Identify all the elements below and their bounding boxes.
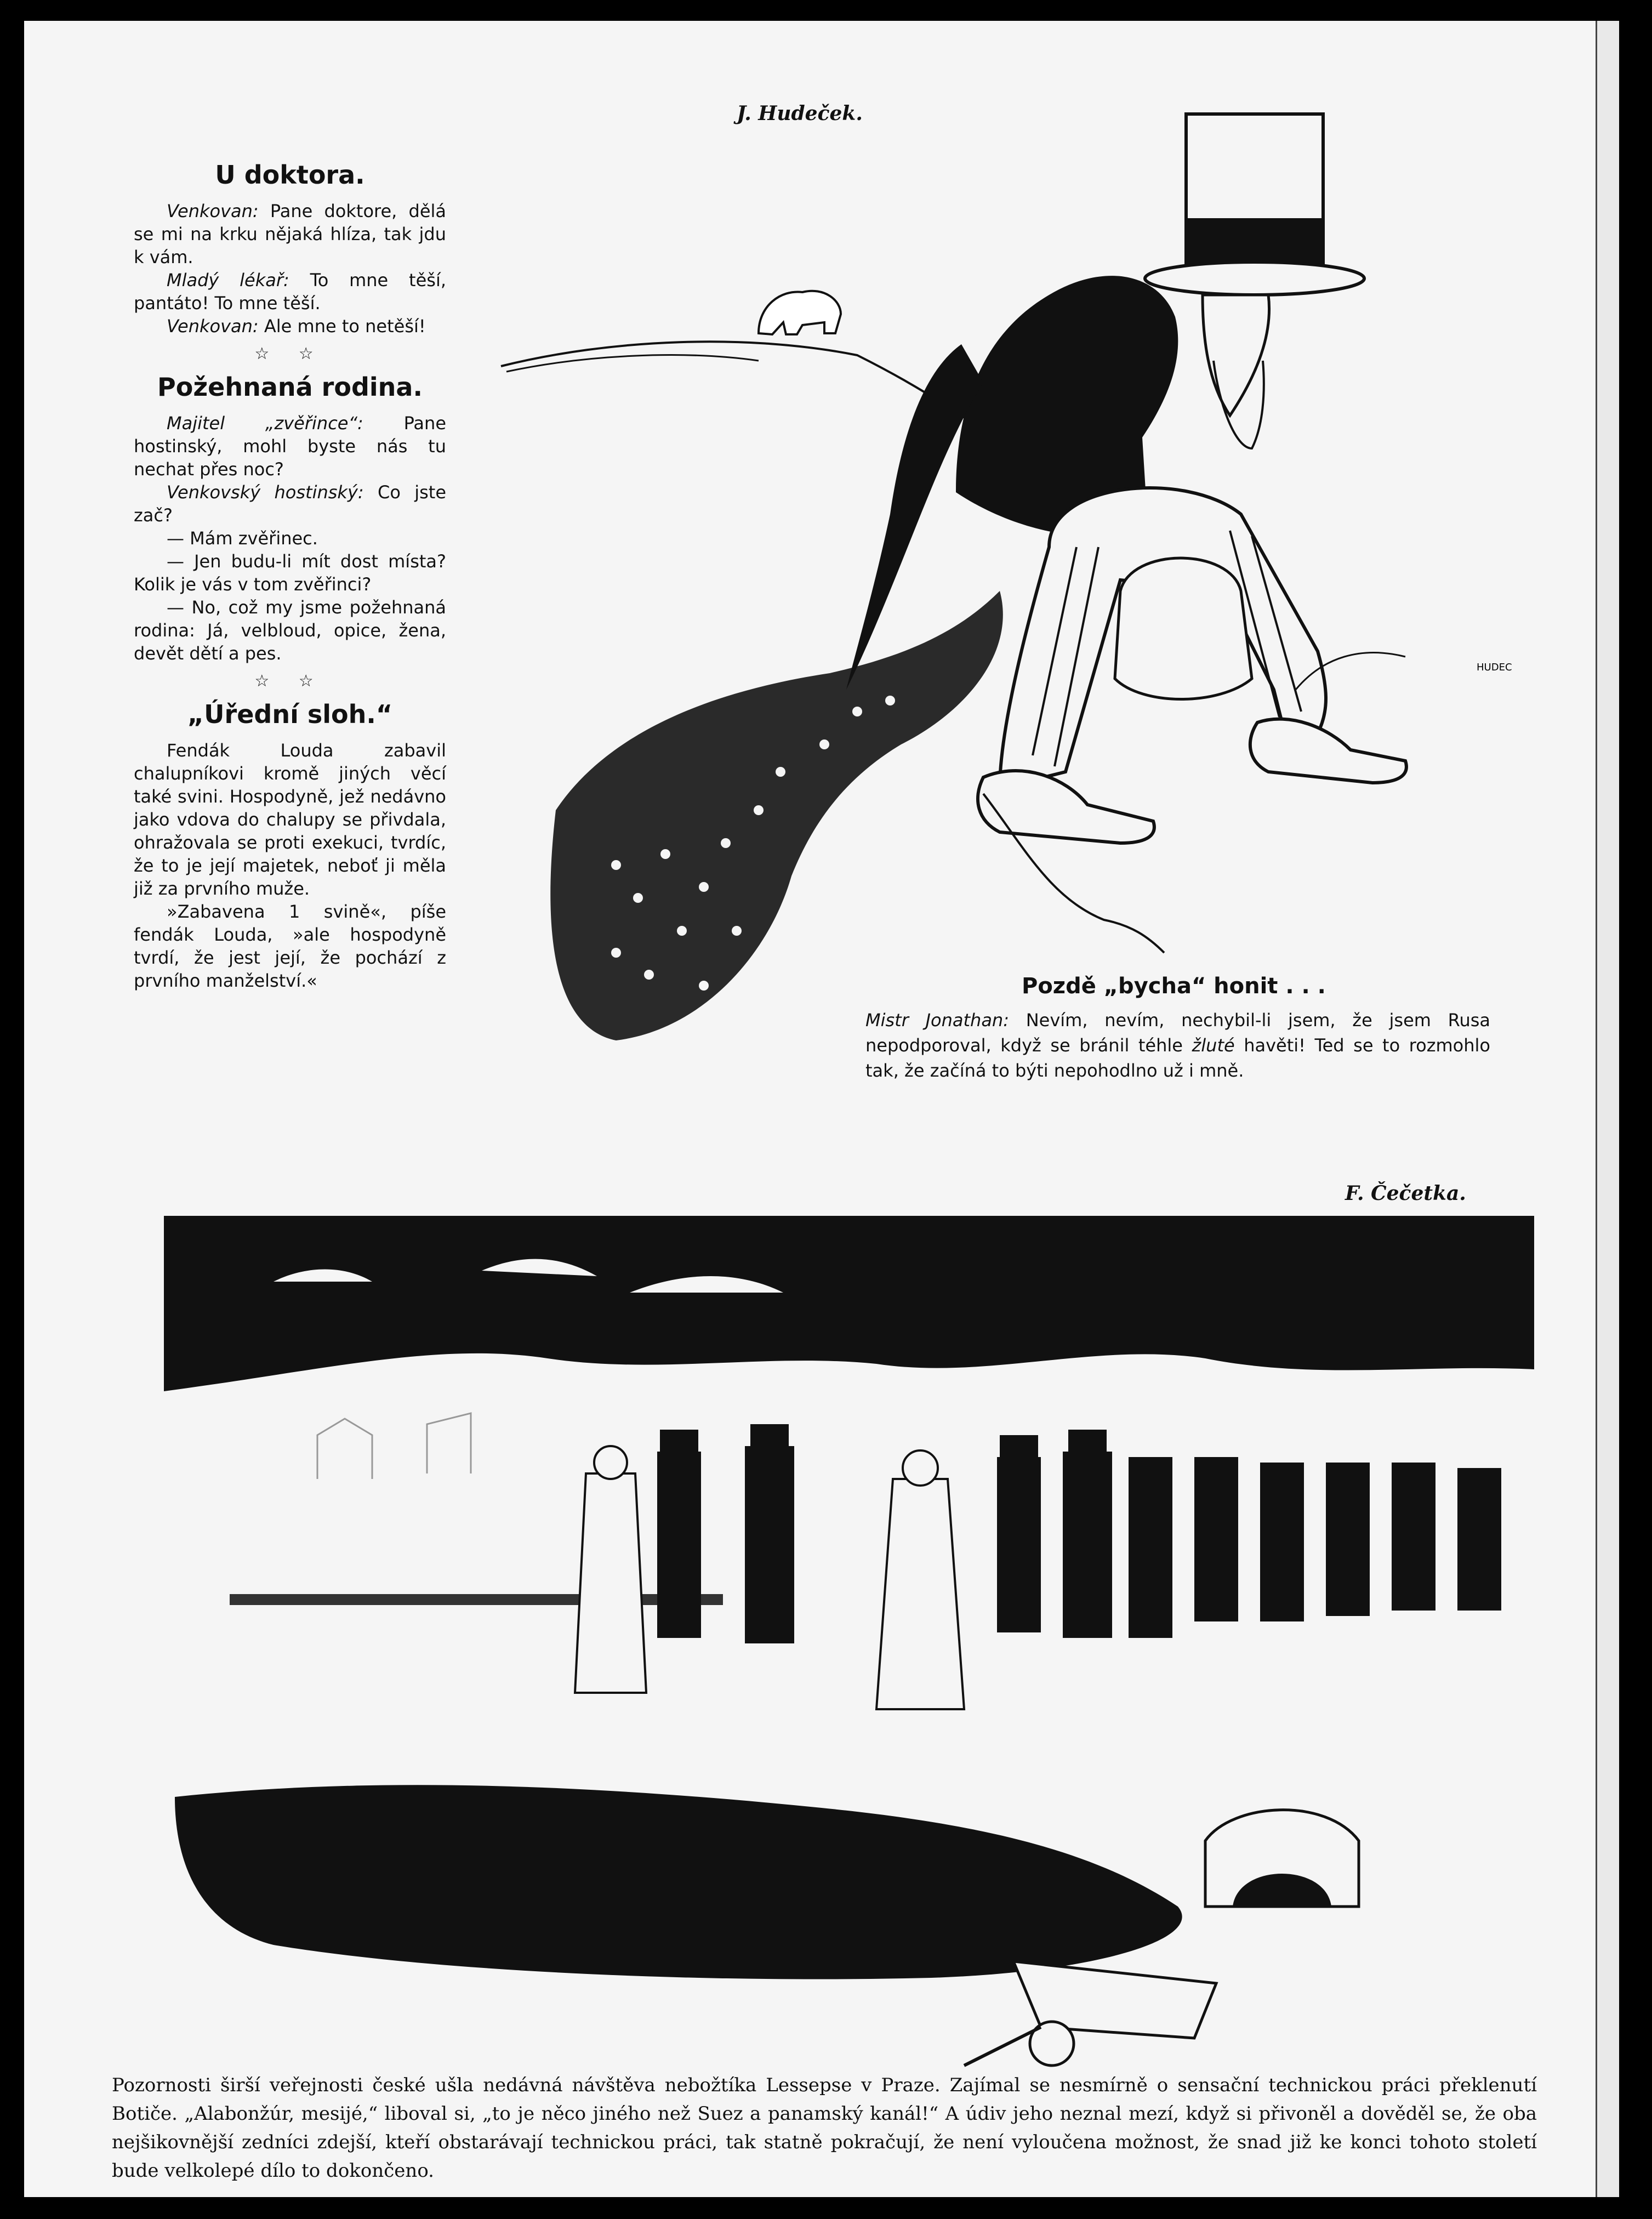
article-paragraph: Fendák Louda zabavil chalupníkovi kromě jiných věcí také svini. Hospodyně, jež nedávno jako vdova do chalupy se přivdala, ohražovala se proti exekuci, tvrdíc, že to je její majetek, neboť ji měla již za prvního muže. bbox=[134, 740, 446, 899]
star-separator: ☆ ☆ bbox=[254, 344, 326, 363]
dialogue-line: Mladý lékař: To mne těší, pantáto! To mne těší. bbox=[134, 270, 446, 314]
cartoon1-caption-title: Pozdě „bycha“ honit . . . bbox=[1022, 974, 1326, 999]
artist-mark: HUDEC bbox=[1477, 662, 1512, 673]
dialogue-line: — Jen budu-li mít dost místa? Kolik je vás v tom zvěřinci? bbox=[134, 551, 446, 595]
article-title-u-doktora: U doktora. bbox=[215, 160, 365, 190]
star-separator: ☆ ☆ bbox=[254, 672, 326, 691]
artist-signature-hudecek: J. Hudeček. bbox=[737, 102, 863, 125]
article-title-uredni-sloh: „Úřední sloh.“ bbox=[187, 699, 393, 729]
artist-signature-cecetka: F. Čečetka. bbox=[1345, 1182, 1466, 1205]
dialogue-line: Venkovský hostinský: Co jste zač? bbox=[134, 482, 446, 526]
dialogue-line: Majitel „zvěřince“: Pane hostinský, mohl byste nás tu nechat přes noc? bbox=[134, 413, 446, 480]
dialogue-line: Venkovan: Pane doktore, dělá se mi na krku nějaká hlíza, tak jdu k vám. bbox=[134, 201, 446, 268]
article-paragraph: »Zabavena 1 svině«, píše fendák Louda, »ale hospodyně tvrdí, že jest její, že pochází z prvního manželství.« bbox=[134, 901, 446, 991]
page-edge bbox=[1596, 21, 1619, 2197]
article-title-pozehnana-rodina: Požehnaná rodina. bbox=[157, 372, 423, 402]
dialogue-line: — No, což my jsme požehnaná rodina: Já, velbloud, opice, žena, devět dětí a pes. bbox=[134, 597, 446, 664]
cartoon1-caption-text: Mistr Jonathan: Nevím, nevím, nechybil-li jsem, že jsem Rusa nepodporoval, když se bránil téhle žluté havěti! Ted se to rozmohlo tak, že začíná to býti nepohodlno už i mně. bbox=[865, 1010, 1491, 1081]
cartoon2-caption: Pozornosti širší veřejnosti české ušla nedávná návštěva nebožtíka Lessepse v Praze. Zajímal se nesmírně o sensační technickou práci překlenutí Botiče. „Alabonžúr, mesijé,“ liboval si, „to je něco jiného než Suez a panamský kanál!“ A údiv jeho neznal mezí, když si přivoněl a dověděl se, že oba nejšikovnější zedníci zdejší, kteří obstarávají technickou práci, tak statně pokračují, že není vyloučena možnost, že snad již ke konci tohoto století bude velkolepé dílo to dokončeno. bbox=[112, 2074, 1537, 2182]
dialogue-line: Venkovan: Ale mne to netěší! bbox=[167, 316, 426, 337]
left-text-column bbox=[134, 152, 446, 992]
newspaper-page bbox=[24, 21, 1619, 2197]
dialogue-line: — Mám zvěřinec. bbox=[167, 528, 318, 549]
cartoon-lesseps-visit-illustration bbox=[164, 1216, 1556, 2082]
